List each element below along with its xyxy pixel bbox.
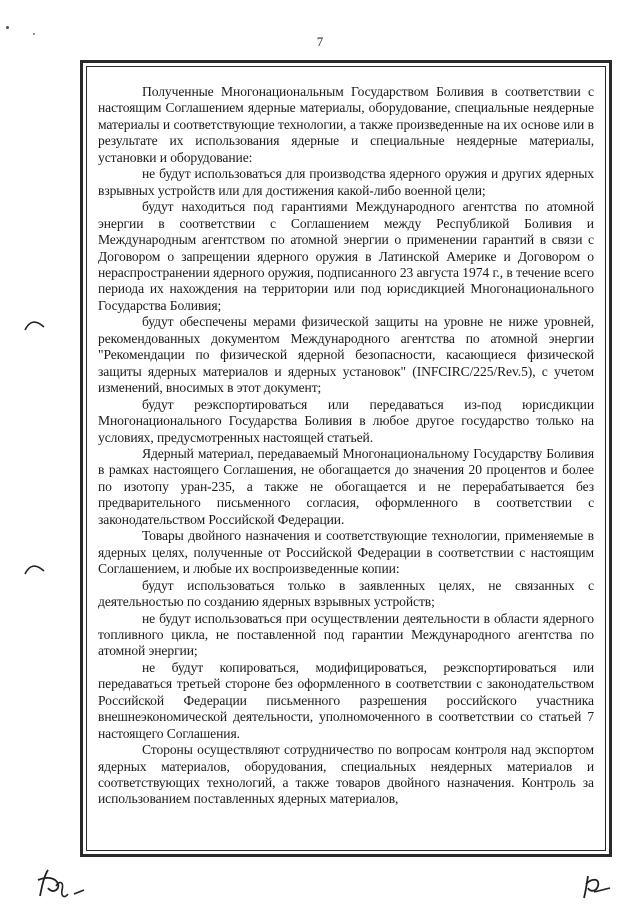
paragraph-export-control: Стороны осуществляют сотрудничество по вопросам контроля над экспортом ядерных материалов, оборудования, специальных неядерных материалов и соответствующих технологий, а также товаров двойного назначения. Контроль за использованием поставленных ядерных материалов, [98,742,594,807]
paragraph-item: будут реэкспортироваться или передаваться из-под юрисдикции Многонационального Государства Боливия в любое другое государство только на условиях, предусмотренных настоящей статьей. [98,396,594,445]
paragraph-item: будут находиться под гарантиями Международного агентства по атомной энергии в соответствии с Соглашением между Республикой Боливия и Международным агентством по атомной энергии о применении гарантий в связи с Договором о запрещении ядерного оружия в Латинской Америке и Договором о нераспространении ядерного оружия, подписанного 23 августа 1974 г., в течение всего периода их нахождения на территории или под юрисдикцией Многонационального Государства Боливия; [98,199,594,313]
handwritten-initials-right [578,872,614,902]
paragraph-item: не будут использоваться для производства ядерного оружия и других ядерных взрывных устройств или для достижения какой-либо военной цели; [98,166,594,198]
document-body [98,84,594,808]
paragraph-dual-use-intro: Товары двойного назначения и соответствующие технологии, применяемые в ядерных целях, полученные от Российской Федерации в соответствии с настоящим Соглашением, и любые их воспроизведенные копии: [98,528,594,577]
paragraph-item: не будут копироваться, модифицироваться, реэкспортироваться или передаваться третьей стороне без оформленного в соответствии с законодательством Российской Федерации письменного разрешения российского участника внешнеэкономической деятельности, уполномоченного в соответствии со статьей 7 настоящего Соглашения. [98,659,594,741]
paragraph-enrichment: Ядерный материал, передаваемый Многонациональному Государству Боливия в рамках настоящего Соглашения, не обогащается до значения 20 процентов и более по изотопу уран-235, а также не обогащается и не перерабатывается без предварительного письменного согласия, оформленного в соответствии с законодательством Российской Федерации. [98,445,594,527]
paragraph-item: будут использоваться только в заявленных целях, не связанных с деятельностью по созданию ядерных взрывных устройств; [98,577,594,610]
page-number: 7 [316,34,324,49]
margin-dot [6,26,9,29]
paragraph-item: не будут использоваться при осуществлении деятельности в области ядерного топливного цикла, не поставленной под гарантии Международного агентства по атомной энергии; [98,610,594,659]
margin-mark [24,318,46,332]
paragraph-item: будут обеспечены мерами физической защиты на уровне не ниже уровней, рекомендованных документом Международного агентства по атомной энергии "Рекомендации по физической ядерной безопасности, касающиеся физической защиты ядерных материалов и ядерных установок" (INFCIRC/225/Rev.5), с учетом изменений, вносимых в этот документ; [98,314,594,396]
margin-mark [24,562,46,576]
handwritten-initials-left [34,866,94,902]
paragraph-intro: Полученные Многонациональным Государством Боливия в соответствии с настоящим Соглашением ядерные материалы, оборудование, специальные неядерные материалы и соответствующие технологии, а также произведенные на их основе или в результате их использования ядерные и специальные неядерные материалы, установки и оборудование: [98,84,594,165]
